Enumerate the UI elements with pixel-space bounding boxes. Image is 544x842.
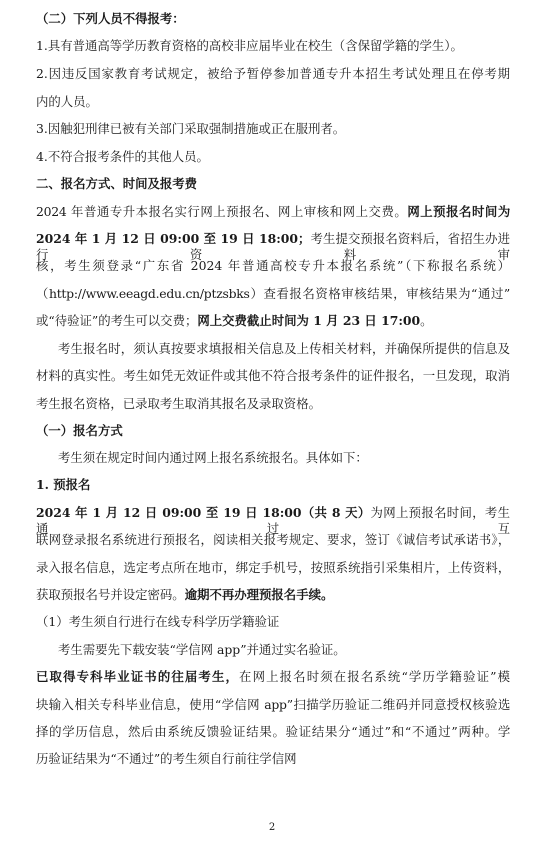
text-normal: 2024 年普通专升本报名实行网上预报名、网上审核和网上交费。 <box>36 204 408 219</box>
paragraph-line: 考生须在规定时间内通过网上报名系统报名。具体如下： <box>58 450 368 465</box>
paragraph-line: 录入报名信息，选定考点所在地市，绑定手机号，按照系统指引采集相片，上传资料， <box>36 560 510 575</box>
text-normal: 获取预报名号并设定密码。 <box>36 587 185 602</box>
text-normal: 为网上预报名时间，考生通过互 <box>36 505 510 536</box>
text-normal: 或“待验证”的考生可以交费； <box>36 313 198 328</box>
text-normal: 考生提交预报名资料后，省招生办进行资料审 <box>36 231 511 262</box>
paragraph-line: 材料的真实性。考生如凭无效证件或其他不符合报考条件的证件报名，一旦发现，取消 <box>36 368 510 383</box>
sub-item-heading: （1）考生须自行进行在线专科学历学籍验证 <box>36 614 280 629</box>
paragraph-line <box>36 669 510 685</box>
paragraph-line: 历验证结果为“不通过”的考生须自行前往学信网 <box>36 751 297 766</box>
text-bold: 网上交费截止时间为 1 月 23 日 17:00 <box>197 313 421 328</box>
text-normal: 在网上报名时须在报名系统“学历学籍验证”模 <box>239 669 511 684</box>
paragraph-line: 考生报名时，须认真按要求填报相关信息及上传相关材料，并确保所提供的信息及 <box>58 341 510 356</box>
paragraph-line <box>36 313 433 329</box>
list-item: 3.因触犯刑律已被有关部门采取强制措施或正在服刑者。 <box>36 121 346 136</box>
subsection-heading: （一）报名方式 <box>36 423 123 438</box>
text-bold: 网上预报名时间为 <box>407 204 510 219</box>
list-item: 4.不符合报考条件的其他人员。 <box>36 149 209 164</box>
paragraph-line <box>36 204 510 220</box>
paragraph-line <box>36 587 333 603</box>
paragraph-line: 块输入相关专科毕业信息，使用“学信网 app”扫描学历验证二维码并同意授权核验选 <box>36 697 510 712</box>
list-item-continuation: 内的人员。 <box>36 94 98 109</box>
text-bold: 逾期不再办理预报名手续。 <box>184 587 334 602</box>
paragraph-line: 考生报名资格，已录取考生取消其报名及录取资格。 <box>36 396 321 411</box>
paragraph-line: （http://www.eeagd.edu.cn/ptzsbks）查看报名资格审核结果，审核结果为“通过” <box>36 286 510 301</box>
list-item: 1.具有普通高等学历教育资格的高校非应届毕业在校生（含保留学籍的学生）。 <box>36 38 463 53</box>
page-number: 2 <box>268 822 276 833</box>
paragraph-line: 核，考生须登录“广东省 2024 年普通高校专升本报名系统”（下称报名系统） <box>36 258 510 273</box>
item-heading: 1. 预报名 <box>36 477 91 492</box>
paragraph-line: 择的学历信息，然后由系统反馈验证结果。验证结果分“通过”和“不通过”两种。学 <box>36 724 510 739</box>
part2-heading: 二、报名方式、时间及报考费 <box>36 176 198 191</box>
text-bold: 已取得专科毕业证书的往届考生， <box>36 669 240 684</box>
text-bold: 2024 年 1 月 12 日 09:00 至 19 日 18:00； <box>36 231 311 246</box>
paragraph-line: 联网登录报名系统进行预报名，阅读相关报考规定、要求，签订《诚信考试承诺书》， <box>36 532 510 547</box>
section2-heading: （二）下列人员不得报考： <box>36 11 185 26</box>
paragraph-line: 考生需要先下载安装“学信网 app”并通过实名验证。 <box>58 642 346 657</box>
list-item: 2.因违反国家教育考试规定，被给予暂停参加普通专升本招生考试处理且在停考期 <box>36 66 510 81</box>
text-normal: 。 <box>420 313 433 328</box>
text-bold: 2024 年 1 月 12 日 09:00 至 19 日 18:00（共 8 天） <box>36 505 371 520</box>
